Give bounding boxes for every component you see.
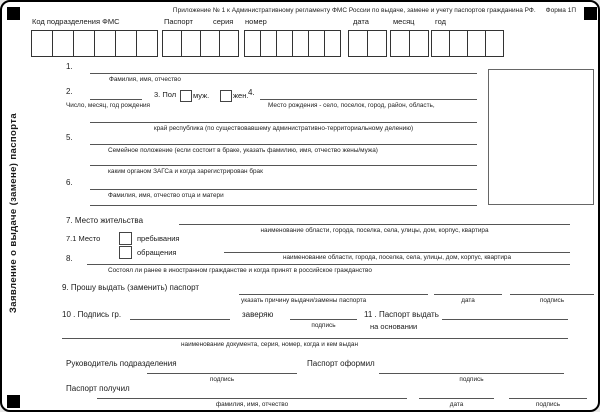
residence-caption: наименование области, города, поселка, села, улицы, дом, корпус, квартира [260, 227, 489, 234]
issue-sign-caption: подпись [539, 297, 565, 304]
fms-code-label: Код подразделения ФМС [32, 17, 120, 26]
department-head-label: Руководитель подразделения [66, 359, 177, 368]
entry-cell[interactable] [324, 30, 341, 57]
entry-cell[interactable] [449, 30, 468, 57]
entry-cell[interactable] [200, 30, 220, 57]
entry-cell[interactable] [467, 30, 486, 57]
month-cells [391, 30, 429, 57]
entry-cell[interactable] [390, 30, 410, 57]
issue-basis-label-2: на основании [370, 322, 418, 331]
stay-checkbox[interactable] [119, 232, 132, 245]
residence-label: 7. Место жительства [66, 216, 144, 225]
issue-basis-line[interactable] [442, 319, 568, 320]
female-checkbox[interactable] [220, 90, 232, 102]
fullname-line[interactable] [90, 73, 477, 74]
department-head-sign-line[interactable] [147, 373, 297, 374]
entry-cell[interactable] [348, 30, 368, 57]
passport-prepared-sign-caption: подпись [459, 376, 484, 383]
birthplace-caption-top: Место рождения - село, поселок, город, район, область, [268, 102, 435, 109]
field-citizenship-number: 8. [66, 254, 73, 263]
place-label: 7.1 Место [66, 234, 101, 243]
passport-prepared-label: Паспорт оформил [307, 359, 375, 368]
field-birthplace-number: 4. [248, 88, 255, 97]
zags-line[interactable] [90, 165, 477, 166]
basis-document-line[interactable] [62, 338, 568, 339]
field-birthdate-number: 2. [66, 87, 73, 96]
entry-cell[interactable] [52, 30, 74, 57]
number-cells [245, 30, 341, 57]
marital-caption: Семейное положение (если состоит в браке, указать фамилию, имя, отчество жены/мужа) [108, 147, 378, 154]
stay-label: пребывания [137, 234, 180, 243]
entry-cell[interactable] [219, 30, 239, 57]
regulation-note: Приложение № 1 к Административному регламенту ФМС России по выдаче, замене и учету паспортов гражданина РФ. [172, 7, 536, 14]
citizenship-caption: Состоял ли ранее в иностранном гражданстве и когда принят в российское гражданство [108, 267, 372, 274]
passport-received-sign-line[interactable] [509, 398, 587, 399]
entry-cell[interactable] [367, 30, 387, 57]
header-note [62, 7, 576, 14]
certify-sign-line[interactable] [290, 319, 357, 320]
series-label: серия [213, 17, 234, 26]
series-cells [163, 30, 239, 57]
birthdate-caption: Число, месяц, год рождения [66, 102, 151, 109]
entry-cell[interactable] [162, 30, 182, 57]
issue-request-label: 9. Прошу выдать (заменить) паспорт [62, 283, 200, 292]
issue-basis-label: 11 . Паспорт выдать [364, 310, 439, 319]
application-checkbox[interactable] [119, 246, 132, 259]
issue-reason-caption: указать причину выдачи/замены паспорта [241, 297, 367, 304]
department-head-sign-caption: подпись [209, 376, 235, 383]
place-caption: наименование области, города, поселка, села, улицы, дом, корпус, квартира [282, 254, 512, 261]
birthplace-line[interactable] [260, 99, 477, 100]
passport-received-date-line[interactable] [419, 398, 494, 399]
place-line[interactable] [224, 252, 570, 253]
parents-caption: Фамилия, имя, отчество отца и матери [108, 192, 224, 199]
residence-line[interactable] [179, 224, 570, 225]
year-cells [432, 30, 504, 57]
corner-mark-top-left [7, 7, 20, 20]
application-label: обращения [137, 248, 177, 257]
parents-line-2[interactable] [90, 205, 477, 206]
male-checkbox[interactable] [180, 90, 192, 102]
gender-label: 3. Пол [154, 90, 177, 99]
applicant-signature-line[interactable] [130, 319, 230, 320]
entry-cell[interactable] [94, 30, 116, 57]
fms-code-cells [32, 30, 158, 57]
passport-received-label: Паспорт получил [66, 384, 130, 393]
entry-cell[interactable] [136, 30, 158, 57]
field-parents-number: 6. [66, 178, 73, 187]
entry-cell[interactable] [115, 30, 137, 57]
entry-cell[interactable] [485, 30, 504, 57]
certify-sign-caption: подпись [311, 322, 336, 329]
issue-date-caption: дата [461, 297, 475, 304]
basis-document-caption: наименование документа, серия, номер, когда и кем выдан [181, 341, 358, 348]
issue-sign-line[interactable] [510, 294, 594, 295]
month-label: месяц [393, 17, 415, 26]
year-label: год [435, 17, 446, 26]
field-marital-number: 5. [66, 133, 73, 142]
photo-box [488, 69, 594, 205]
entry-cell[interactable] [260, 30, 277, 57]
issue-date-line[interactable] [434, 294, 502, 295]
male-label: муж. [193, 91, 210, 100]
female-label: жен. [233, 91, 249, 100]
day-label: дата [353, 17, 369, 26]
entry-cell[interactable] [276, 30, 293, 57]
field-fullname-number: 1. [66, 62, 73, 71]
passport-received-name-line[interactable] [97, 398, 407, 399]
passport-received-sign-caption: подпись [535, 401, 561, 408]
birthdate-line[interactable] [90, 99, 142, 100]
entry-cell[interactable] [73, 30, 95, 57]
passport-received-name-caption: фамилия, имя, отчество [215, 401, 289, 408]
day-cells [349, 30, 387, 57]
entry-cell[interactable] [31, 30, 53, 57]
entry-cell[interactable] [409, 30, 429, 57]
applicant-signature-label: 10 . Подпись гр. [62, 310, 122, 319]
number-label: номер [245, 17, 267, 26]
entry-cell[interactable] [244, 30, 261, 57]
passport-prepared-sign-line[interactable] [379, 373, 564, 374]
corner-mark-top-right [584, 7, 597, 20]
form-code-label: Форма 1П [545, 7, 576, 14]
entry-cell[interactable] [292, 30, 309, 57]
birthplace-caption-bottom: край республика (по существовавшему административно-территориальному делению) [153, 125, 414, 132]
entry-cell[interactable] [431, 30, 450, 57]
passport-received-date-caption: дата [449, 401, 464, 408]
birthplace-line-2[interactable] [90, 122, 477, 123]
parents-line[interactable] [90, 189, 477, 190]
side-title: Заявление о выдаче (замене) паспорта [8, 112, 19, 314]
certify-label: заверяю [242, 310, 274, 319]
entry-cell[interactable] [181, 30, 201, 57]
entry-cell[interactable] [308, 30, 325, 57]
corner-mark-bottom-left [7, 395, 20, 408]
marital-line[interactable] [90, 144, 477, 145]
passport-label: Паспорт [164, 17, 193, 26]
issue-reason-line[interactable] [239, 294, 428, 295]
citizenship-line[interactable] [87, 264, 570, 265]
zags-caption: каким органом ЗАГСа и когда зарегистрирован брак [108, 168, 263, 175]
fullname-caption: Фамилия, имя, отчество [109, 76, 181, 83]
